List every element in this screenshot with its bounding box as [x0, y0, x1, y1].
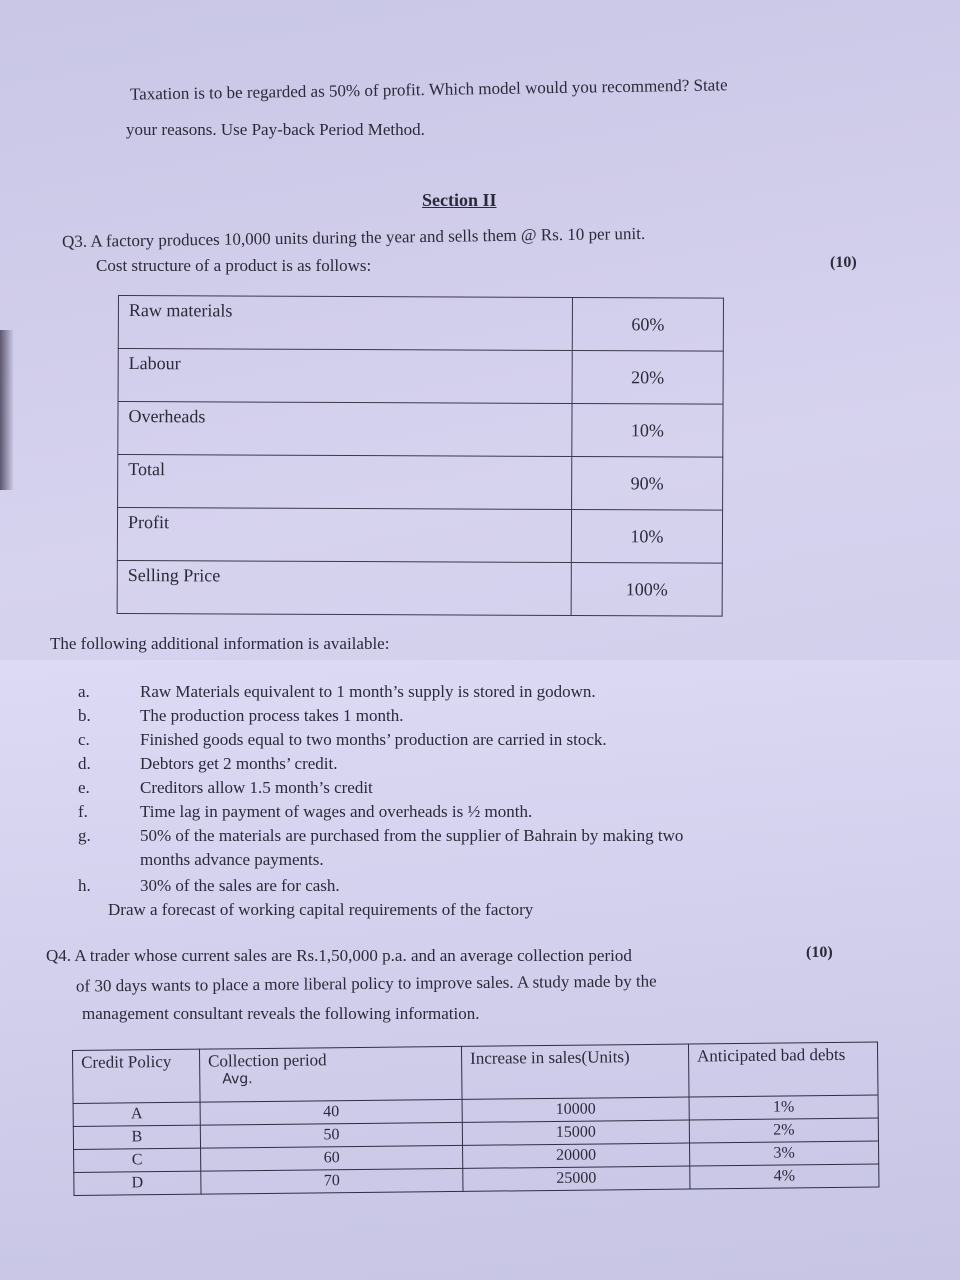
list-item-text: Raw Materials equivalent to 1 month’s supply is stored in godown. — [140, 682, 596, 701]
cell-bad-debts: 3% — [690, 1141, 879, 1166]
list-item-text: Time lag in payment of wages and overheads is ½ month. — [140, 802, 533, 821]
cell-period: 60 — [201, 1145, 463, 1171]
header-collection-period — [199, 1046, 462, 1102]
cost-value: 100% — [571, 562, 722, 616]
q3-label: Q3. — [61, 231, 88, 252]
cell-bad-debts: 2% — [689, 1118, 878, 1143]
cell-period: 40 — [200, 1099, 462, 1125]
q4-question-line-2: of 30 days wants to place a more liberal policy to improve sales. A study made by the — [75, 971, 657, 996]
q3-marks: (10) — [830, 254, 857, 271]
header-collection-period-label: Collection period — [208, 1050, 327, 1071]
list-item-text: 30% of the sales are for cash. — [140, 876, 340, 895]
q3-instruction: Draw a forecast of working capital requirements of the factory — [108, 900, 534, 919]
list-item-key: g. — [78, 826, 91, 845]
intro-line-2: your reasons. Use Pay-back Period Method. — [126, 120, 425, 139]
list-item-text: Creditors allow 1.5 month’s credit — [140, 778, 373, 797]
cell-bad-debts: 4% — [690, 1164, 879, 1189]
cost-item: Selling Price — [117, 560, 571, 615]
cell-period: 50 — [200, 1122, 462, 1148]
cell-policy: C — [74, 1148, 201, 1172]
q4-question-line-1 — [46, 946, 632, 966]
cost-item: Labour — [118, 349, 572, 404]
cost-item: Profit — [117, 508, 571, 563]
header-increase-in-sales: Increase in sales(Units) — [461, 1044, 689, 1099]
intro-line-1: Taxation is to be regarded as 50% of profit. Which model would you recommend? State — [129, 75, 728, 104]
cell-increase: 25000 — [463, 1166, 690, 1191]
list-item-key: d. — [78, 754, 91, 773]
cell-increase: 15000 — [462, 1120, 689, 1145]
cost-value: 60% — [572, 297, 723, 351]
avg-annotation: Avg. — [222, 1071, 253, 1088]
cost-value: 10% — [572, 403, 723, 457]
q3-question-line-1 — [62, 224, 645, 252]
list-item-text: 50% of the materials are purchased from the supplier of Bahrain by making two — [140, 826, 684, 845]
q4-question-line-3: management consultant reveals the following information. — [82, 1004, 480, 1023]
cell-increase: 10000 — [462, 1097, 689, 1122]
credit-policy-table — [72, 1042, 879, 1196]
header-anticipated-bad-debts: Anticipated bad debts — [688, 1042, 878, 1097]
table-row — [118, 349, 723, 405]
cost-value: 20% — [572, 350, 723, 404]
q4-label: Q4. — [46, 946, 72, 965]
cell-policy: B — [73, 1125, 200, 1149]
table-row — [118, 296, 723, 352]
cost-value: 10% — [571, 509, 722, 563]
header-credit-policy: Credit Policy — [73, 1049, 201, 1103]
table-header-row — [73, 1042, 879, 1103]
cell-increase: 20000 — [463, 1143, 690, 1168]
cost-item: Total — [118, 455, 572, 510]
additional-info-heading: The following additional information is available: — [50, 634, 390, 653]
list-item-key: f. — [78, 802, 88, 821]
list-item-key: e. — [78, 778, 90, 797]
cost-item: Raw materials — [118, 296, 572, 351]
list-item-text: The production process takes 1 month. — [140, 706, 404, 725]
table-row — [117, 508, 722, 564]
q4-text-1: A trader whose current sales are Rs.1,50,000 p.a. and an average collection period — [74, 946, 632, 965]
cost-structure-table — [117, 295, 724, 617]
list-item-key: a. — [78, 682, 90, 701]
list-item-key: b. — [78, 706, 91, 725]
list-item-text: Finished goods equal to two months’ production are carried in stock. — [140, 730, 607, 749]
table-row — [117, 560, 722, 616]
page-edge-shadow — [0, 330, 14, 490]
table-row — [118, 455, 723, 511]
list-item-text: Debtors get 2 months’ credit. — [140, 754, 338, 773]
cell-bad-debts: 1% — [689, 1095, 878, 1120]
list-item-key: h. — [78, 876, 91, 895]
q4-marks: (10) — [806, 944, 833, 961]
q3-question-line-2: Cost structure of a product is as follows: — [96, 256, 372, 275]
list-item-key: c. — [78, 730, 90, 749]
cost-item: Overheads — [118, 402, 572, 457]
cell-policy: A — [73, 1102, 200, 1126]
cell-period: 70 — [201, 1168, 463, 1194]
q3-text-1: A factory produces 10,000 units during the year and sells them @ Rs. 10 per unit. — [90, 223, 646, 251]
section-heading: Section II — [422, 190, 497, 210]
list-item-text: months advance payments. — [140, 850, 324, 869]
table-row — [118, 402, 723, 458]
cell-policy: D — [74, 1171, 201, 1195]
cost-value: 90% — [572, 456, 723, 510]
